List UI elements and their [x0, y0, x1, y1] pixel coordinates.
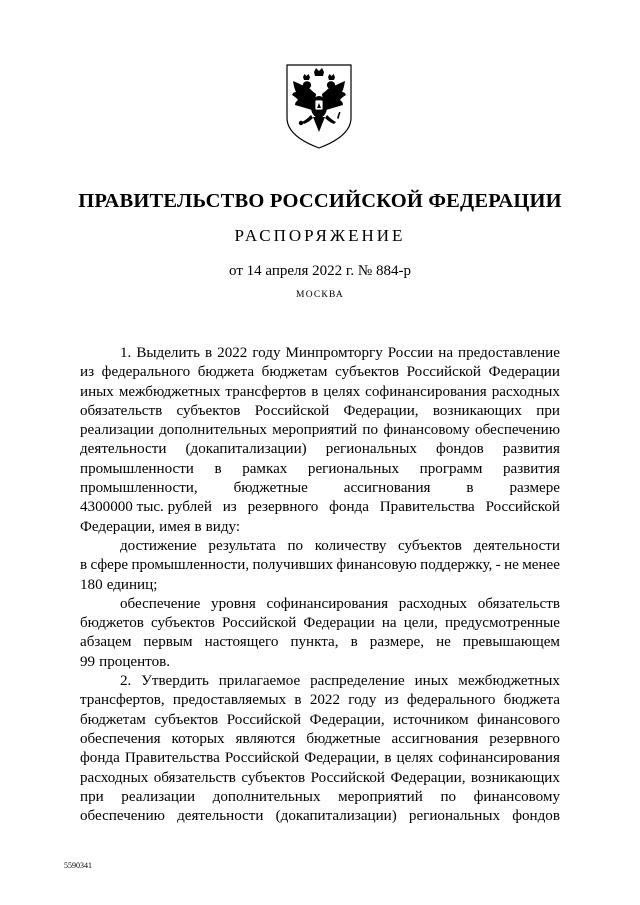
- body-word: расходных: [398, 595, 468, 612]
- body-line: [80, 576, 560, 595]
- body-line: [80, 537, 560, 556]
- body-word: федерального: [101, 364, 191, 381]
- body-word: Российской: [254, 402, 330, 419]
- body-word: в: [194, 518, 202, 535]
- body-word: обеспечению: [80, 808, 165, 825]
- body-word: по: [362, 422, 379, 439]
- body-word: Российской: [485, 499, 560, 516]
- body-word: промышленности,: [80, 480, 198, 497]
- body-word: расходных: [491, 383, 560, 400]
- body-line: [80, 363, 560, 382]
- body-word: настоящего: [204, 634, 279, 651]
- body-word: 2022: [217, 345, 248, 361]
- body-word: году: [348, 692, 377, 709]
- body-word: иных: [80, 383, 114, 400]
- body-word: размере: [509, 480, 560, 497]
- body-word: Выделить: [136, 345, 201, 361]
- body-word: первым: [143, 634, 193, 651]
- body-word: субъектов: [241, 769, 306, 786]
- document-date-number: от 14 апреля 2022 г. № 884-р: [229, 263, 411, 279]
- body-word: развития: [502, 441, 560, 458]
- body-word: федерального: [406, 692, 496, 709]
- body-word: в: [384, 750, 392, 767]
- body-word: фондов: [512, 808, 560, 825]
- body-word: межбюджетных: [458, 673, 560, 690]
- body-word: реализации: [80, 422, 154, 439]
- body-line: [80, 440, 560, 459]
- body-word: фонда: [329, 499, 369, 516]
- body-word: в: [214, 460, 222, 477]
- document-type: РАСПОРЯЖЕНИЕ: [234, 226, 406, 245]
- body-word: финансовому: [473, 788, 560, 805]
- body-word: на: [381, 615, 397, 632]
- body-line: [80, 402, 560, 421]
- body-word: бюджетам: [80, 711, 146, 728]
- body-word: в: [205, 345, 213, 361]
- body-word: расходных: [80, 769, 149, 786]
- body-word: трансфертов,: [80, 692, 165, 709]
- body-word: мероприятий: [272, 422, 358, 439]
- body-word: возникающих: [432, 402, 522, 419]
- body-word: возникающих: [470, 769, 560, 786]
- body-word: целях: [396, 750, 434, 767]
- body-word: прилагаемое: [218, 673, 301, 690]
- body-word: предоставляемых: [172, 692, 287, 709]
- body-word: количеству: [314, 537, 387, 554]
- body-word: на: [438, 345, 454, 361]
- body-word: Федерации,: [343, 402, 419, 419]
- body-word: дополнительных: [159, 422, 267, 439]
- body-word: субъектов: [335, 364, 399, 381]
- body-word: по: [440, 788, 457, 805]
- body-line: [80, 691, 560, 710]
- body-word: Правительства: [379, 499, 475, 516]
- body-word: Федерации,: [309, 711, 385, 728]
- body-word: бюджетные: [233, 480, 308, 497]
- body-word: поддержку,: [420, 557, 493, 574]
- body-word: сфере: [90, 557, 129, 574]
- body-line: [80, 479, 560, 498]
- body-word: мероприятий: [338, 788, 423, 805]
- body-word: промышленности: [80, 460, 194, 477]
- body-word: получивших: [252, 557, 334, 574]
- body-word: финансовую: [336, 557, 417, 574]
- body-word: деятельности: [80, 441, 167, 458]
- body-word: Утвердить: [141, 673, 209, 690]
- body-word: трансфертов: [225, 383, 307, 400]
- body-word: Минпромторгу: [285, 345, 383, 361]
- coat-of-arms-icon: [284, 62, 354, 150]
- body-word: Российской: [310, 769, 386, 786]
- body-word: бюджета: [197, 364, 255, 381]
- body-word: цели,: [403, 615, 438, 632]
- body-word: деятельности: [473, 537, 560, 554]
- body-word: ассигнования: [343, 480, 431, 497]
- body-word: в: [294, 692, 302, 709]
- body-word: обеспечения: [80, 730, 161, 747]
- body-word: из: [80, 364, 95, 381]
- body-word: не: [504, 557, 519, 574]
- body-word: обязательств: [153, 769, 236, 786]
- body-word: в: [466, 480, 474, 497]
- body-word: имея: [159, 518, 191, 535]
- body-line: [80, 595, 560, 614]
- body-word: рамках: [242, 460, 288, 477]
- body-word: виду:: [205, 518, 241, 535]
- body-word: по: [287, 537, 304, 554]
- body-word: Федерации,: [80, 518, 156, 535]
- government-title: ПРАВИТЕЛЬСТВО РОССИЙСКОЙ ФЕДЕРАЦИИ: [78, 190, 562, 212]
- body-word: при: [80, 788, 104, 805]
- body-word: резервного: [247, 499, 319, 516]
- body-line: [80, 633, 560, 652]
- body-line: [80, 788, 560, 807]
- body-word: софинансирования: [365, 383, 487, 400]
- body-word: софинансирования: [266, 595, 389, 612]
- body-word: 2022: [309, 692, 340, 709]
- document-code: 5590341: [64, 861, 92, 870]
- body-line: [80, 807, 560, 826]
- body-line: [80, 383, 560, 402]
- body-word: обязательств: [477, 595, 560, 612]
- body-line: [80, 749, 560, 768]
- body-word: не: [436, 634, 451, 651]
- body-word: Федерации: [488, 364, 560, 381]
- body-word: бюджетам: [261, 364, 328, 381]
- body-word: единиц;: [106, 576, 158, 593]
- body-word: бюджетные: [306, 730, 381, 747]
- body-word: развития: [502, 460, 560, 477]
- document-body: [80, 344, 560, 826]
- body-word: Правительства: [124, 750, 220, 767]
- body-word: процентов.: [99, 653, 171, 670]
- body-word: Федерации: [303, 615, 375, 632]
- body-word: субъектов: [176, 402, 241, 419]
- body-word: являются: [235, 730, 296, 747]
- body-word: финансового: [477, 711, 560, 728]
- body-word: Российской: [221, 615, 297, 632]
- body-word: ассигнования: [391, 730, 479, 747]
- body-word: деятельности: [177, 808, 264, 825]
- body-word: году: [252, 345, 281, 361]
- body-word: из: [384, 692, 399, 709]
- body-word: программ: [419, 460, 483, 477]
- body-word: предоставление: [458, 345, 560, 361]
- body-word: Федерации,: [390, 769, 466, 786]
- body-line: [80, 653, 560, 672]
- body-word: бюджета: [503, 692, 560, 709]
- body-word: Федерации,: [304, 750, 380, 767]
- body-word: России: [387, 345, 434, 361]
- body-word: уровня: [211, 595, 256, 612]
- body-word: (докапитализации): [275, 808, 397, 825]
- body-word: обязательств: [80, 402, 163, 419]
- body-line: [80, 769, 560, 788]
- body-line: [80, 344, 560, 363]
- body-word: в: [311, 383, 319, 400]
- body-word: распределение: [310, 673, 405, 690]
- body-word: превышающем: [462, 634, 560, 651]
- body-word: региональных: [307, 460, 400, 477]
- body-word: субъектов: [154, 711, 219, 728]
- body-word: в: [80, 557, 88, 574]
- body-word: обеспечению: [475, 422, 560, 439]
- body-line: [80, 421, 560, 440]
- body-word: фонда: [80, 750, 120, 767]
- body-word: предусмотренные: [444, 615, 560, 632]
- body-word: целях: [323, 383, 361, 400]
- body-word: 4300000 тыс. рублей: [80, 499, 212, 516]
- body-line: [80, 711, 560, 730]
- body-word: резервного: [489, 730, 560, 747]
- body-word: -: [495, 557, 501, 574]
- body-line: [80, 730, 560, 749]
- body-word: результата: [208, 537, 276, 554]
- body-word: при: [536, 402, 560, 419]
- body-word: региональных: [408, 808, 501, 825]
- body-word: бюджетов: [80, 615, 144, 632]
- body-word: межбюджетных: [118, 383, 221, 400]
- body-word: менее: [522, 557, 560, 574]
- body-word: софинансирования: [438, 750, 560, 767]
- body-line: [80, 556, 560, 575]
- body-word: субъектов: [398, 537, 462, 554]
- body-word: субъектов: [150, 615, 215, 632]
- body-word: 1.: [120, 345, 132, 361]
- body-word: 99: [80, 653, 96, 670]
- body-word: Российской: [226, 711, 302, 728]
- body-word: финансовому: [383, 422, 470, 439]
- body-word: достижение: [120, 537, 197, 554]
- body-word: 180: [80, 576, 103, 593]
- body-word: (докапитализации): [185, 441, 307, 458]
- body-word: источником: [393, 711, 469, 728]
- body-word: реализации: [121, 788, 196, 805]
- body-line: [80, 672, 560, 691]
- body-line: [80, 614, 560, 633]
- body-line: [80, 460, 560, 479]
- body-word: промышленности,: [131, 557, 250, 574]
- body-word: в: [350, 634, 358, 651]
- body-word: Российской: [224, 750, 300, 767]
- body-word: региональных: [325, 441, 417, 458]
- body-word: размере,: [369, 634, 425, 651]
- document-city: МОСКВА: [296, 290, 344, 300]
- body-word: дополнительных: [212, 788, 321, 805]
- body-word: обеспечение: [120, 595, 201, 612]
- body-word: иных: [414, 673, 449, 690]
- body-word: которых: [171, 730, 225, 747]
- body-word: абзацем: [80, 634, 132, 651]
- body-word: Российской: [406, 364, 482, 381]
- body-line: [80, 498, 560, 517]
- body-word: пункта,: [290, 634, 339, 651]
- body-word: 2.: [120, 673, 132, 690]
- body-line: [80, 518, 560, 537]
- body-word: из: [222, 499, 237, 516]
- body-word: фондов: [436, 441, 484, 458]
